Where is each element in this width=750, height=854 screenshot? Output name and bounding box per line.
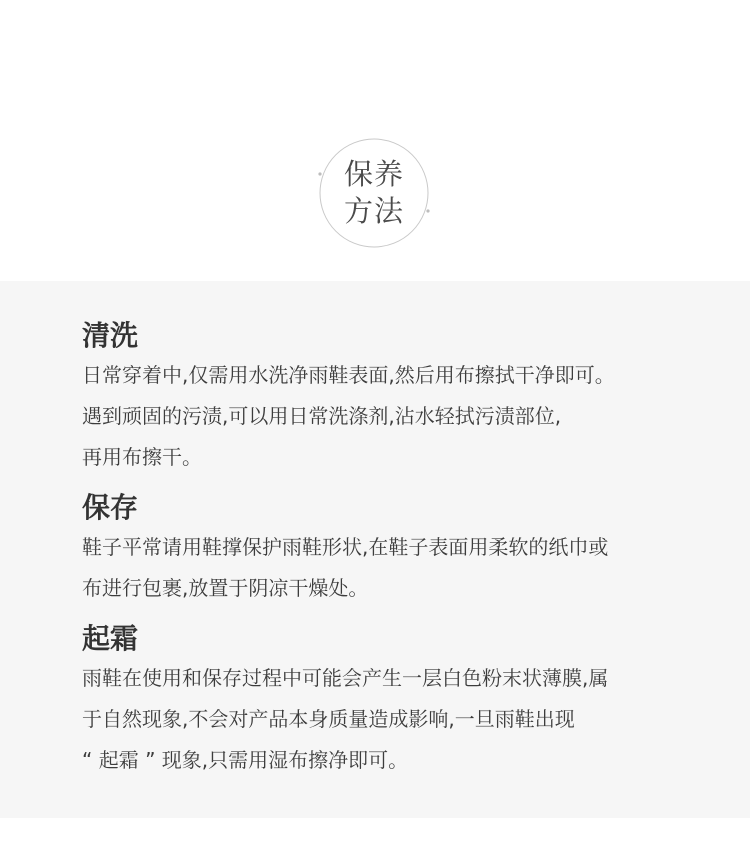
section-body-storage — [82, 527, 682, 609]
section-cleaning — [82, 317, 682, 478]
body-line: 遇到顽固的污渍,可以用日常洗涤剂,沾水轻拭污渍部位, — [82, 404, 562, 428]
body-line: “ 起霜 ” 现象,只需用湿布擦净即可。 — [82, 748, 409, 772]
section-storage — [82, 489, 682, 609]
section-body-frost — [82, 658, 682, 781]
body-line: 鞋子平常请用鞋撑保护雨鞋形状,在鞋子表面用柔软的纸巾或 — [82, 535, 609, 559]
badge-title-line2: 方法 — [343, 194, 404, 228]
body-line: 再用布擦干。 — [82, 445, 202, 469]
care-method-badge — [317, 136, 431, 250]
body-line: 雨鞋在使用和保存过程中可能会产生一层白色粉末状薄膜,属 — [82, 666, 609, 690]
circle-ornament-icon — [317, 136, 431, 250]
section-title-frost: 起霜 — [82, 622, 139, 655]
section-body-cleaning — [82, 355, 682, 478]
body-line: 布进行包裹,放置于阴凉干燥处。 — [82, 576, 369, 600]
body-line: 日常穿着中,仅需用水洗净雨鞋表面,然后用布擦拭干净即可。 — [82, 363, 615, 387]
header-area — [0, 0, 750, 281]
section-title-cleaning: 清洗 — [82, 319, 139, 352]
content-panel — [0, 281, 750, 818]
body-line: 于自然现象,不会对产品本身质量造成影响,一旦雨鞋出现 — [82, 707, 575, 731]
badge-title-line1: 保养 — [343, 157, 404, 191]
section-title-storage: 保存 — [82, 491, 139, 524]
section-frost — [82, 620, 682, 781]
